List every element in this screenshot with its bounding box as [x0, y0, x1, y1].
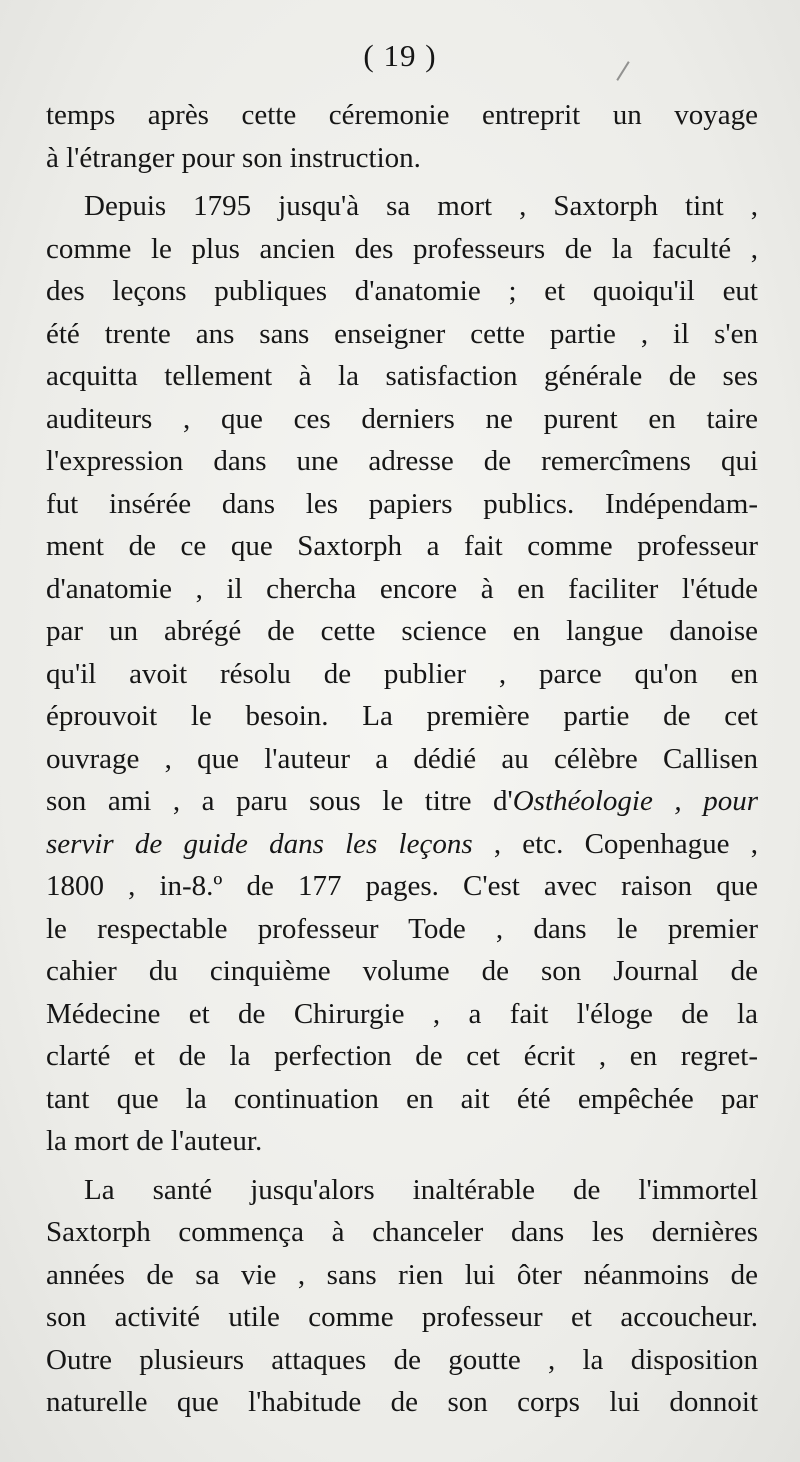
- line-text: la mort de l'auteur.: [46, 1125, 263, 1157]
- text-line: [46, 185, 758, 228]
- line-text: l'expression dans une adresse de remercîmens qui: [46, 445, 758, 477]
- line-text: des leçons publiques d'anatomie ; et quoiqu'il eut: [46, 275, 758, 307]
- line-text: auditeurs , que ces derniers ne purent en taire: [46, 402, 758, 435]
- text-line: [46, 1211, 758, 1254]
- text-line: [46, 1035, 758, 1078]
- line-text: par un abrégé de cette science en langue danoise: [46, 615, 758, 647]
- text-line: [46, 993, 758, 1036]
- line-text: à l'étranger pour son instruction.: [46, 141, 421, 174]
- line-text: 1800 , in-8.º de 177 pages. C'est avec raison que: [46, 870, 758, 902]
- text-line: [46, 865, 758, 908]
- line-text: Médecine et de Chirurgie , a fait l'éloge de la: [46, 997, 758, 1030]
- line-italic-text: Osthéologie , pour: [512, 785, 758, 817]
- text-line: [46, 823, 758, 866]
- line-text: tant que la continuation en ait été empêchée par: [46, 1082, 758, 1115]
- text-line: [46, 780, 758, 823]
- line-text: acquitta tellement à la satisfaction générale de ses: [46, 360, 758, 392]
- line-italic-text: servir de guide dans les leçons: [46, 827, 473, 860]
- text-line: [46, 525, 758, 568]
- line-text: d'anatomie , il chercha encore à en faciliter l'étude: [46, 572, 758, 605]
- line-text: Outre plusieurs attaques de goutte , la disposition: [46, 1343, 758, 1376]
- line-text: cahier du cinquième volume de son Journal de: [46, 955, 758, 987]
- text-line: [46, 355, 758, 398]
- line-text: comme le plus ancien des professeurs de la faculté ,: [46, 232, 758, 265]
- line-text: temps après cette céremonie entreprit un voyage: [46, 99, 758, 131]
- line-text: naturelle que l'habitude de son corps lui donnoit: [46, 1386, 758, 1418]
- text-line: [46, 440, 758, 483]
- text-line: [46, 568, 758, 611]
- text-line: [46, 908, 758, 951]
- line-text: ment de ce que Saxtorph a fait comme professeur: [46, 530, 758, 562]
- line-text: éprouvoit le besoin. La première partie de cet: [46, 700, 758, 732]
- text-line: [46, 94, 758, 137]
- text-line: [46, 1254, 758, 1297]
- text-line: [46, 313, 758, 356]
- text-line: [46, 270, 758, 313]
- line-text-after: , etc. Copenhague ,: [472, 827, 758, 860]
- text-line: [46, 483, 758, 526]
- text-line: [46, 1339, 758, 1382]
- text-line: [46, 1296, 758, 1339]
- line-text: son activité utile comme professeur et accoucheur.: [46, 1301, 758, 1333]
- line-text: ouvrage , que l'auteur a dédié au célèbre Callisen: [46, 742, 758, 775]
- line-text: Depuis 1795 jusqu'à sa mort , Saxtorph tint ,: [84, 190, 758, 222]
- line-text: années de sa vie , sans rien lui ôter néanmoins de: [46, 1258, 758, 1291]
- text-line: [46, 610, 758, 653]
- text-line: [46, 398, 758, 441]
- text-line: [46, 1381, 758, 1424]
- line-text: fut insérée dans les papiers publics. Indépendam-: [46, 487, 758, 520]
- text-line: [46, 1169, 758, 1212]
- line-text: qu'il avoit résolu de publier , parce qu'on en: [46, 657, 758, 690]
- line-text: clarté et de la perfection de cet écrit , en regret-: [46, 1040, 758, 1072]
- text-line: [46, 137, 758, 180]
- text-line: [46, 653, 758, 696]
- text-line: [46, 950, 758, 993]
- text-line: [46, 695, 758, 738]
- line-text: son ami , a paru sous le titre d': [46, 785, 513, 817]
- text-line: [46, 1078, 758, 1121]
- text-line: [46, 228, 758, 271]
- text-line: [46, 1120, 758, 1163]
- line-text: été trente ans sans enseigner cette partie , il s'en: [46, 317, 758, 350]
- body-text: [46, 94, 758, 1424]
- text-line: [46, 738, 758, 781]
- page-number: ( 19 ): [363, 38, 437, 73]
- line-text: Saxtorph commença à chanceler dans les dernières: [46, 1216, 758, 1248]
- line-text: le respectable professeur Tode , dans le premier: [46, 912, 758, 945]
- line-text: La santé jusqu'alors inaltérable de l'immortel: [84, 1173, 758, 1206]
